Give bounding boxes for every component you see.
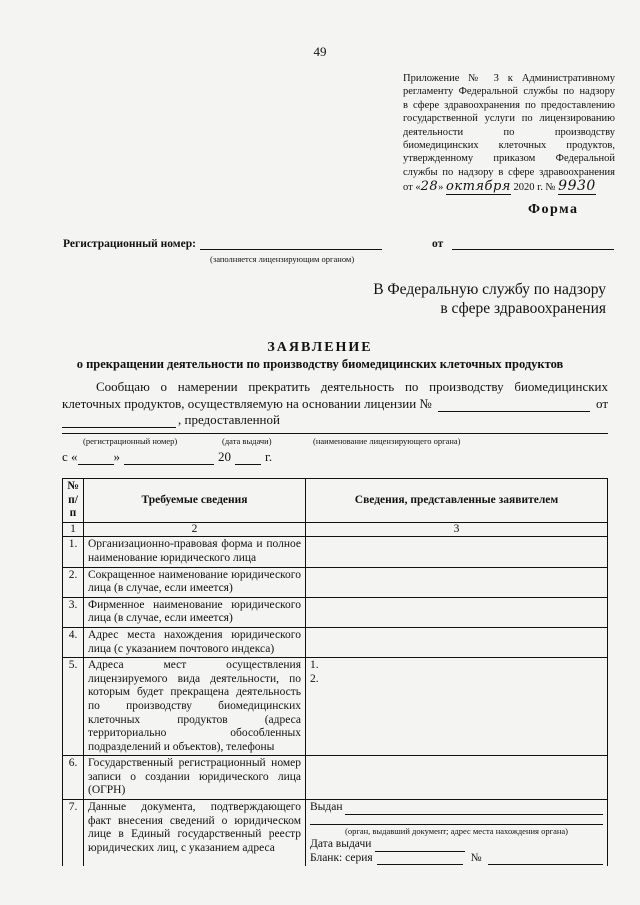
address-item: 2. (310, 672, 319, 685)
date-prefix: от « (403, 182, 421, 194)
table-row (63, 627, 608, 657)
since-year-field[interactable] (235, 452, 261, 465)
row-value-cell (306, 800, 608, 867)
form-series-field[interactable] (377, 853, 463, 865)
license-date-field[interactable] (62, 415, 176, 428)
index-cell: 3 (306, 522, 608, 537)
appendix-line: государственной услуги по лицензированию (403, 113, 615, 125)
row-value-cell[interactable] (306, 658, 608, 756)
row-required-text: Данные документа, подтверждающего факт внесения сведений о юридическом лице в Единый государственный реестр юридических лиц, с указанием адреса (84, 800, 306, 867)
addressee-line: в сфере здравоохранения (440, 300, 606, 317)
registration-from-label: от (432, 238, 444, 250)
row-num: 6. (63, 756, 84, 800)
addressee-line: В Федеральную службу по надзору (373, 281, 606, 298)
hint-reg-number: (регистрационный номер) (83, 436, 178, 446)
issued-line (310, 801, 603, 815)
issued-field-2[interactable] (310, 815, 603, 825)
row-value-cell[interactable] (306, 597, 608, 627)
document-title: ЗАЯВЛЕНИЕ (267, 340, 373, 355)
row-num: 7. (63, 800, 84, 867)
hint-authority: (наименование лицензирующего органа) (313, 436, 461, 446)
license-number-field[interactable] (438, 399, 590, 412)
row-value-cell[interactable] (306, 537, 608, 567)
issued-field[interactable] (345, 803, 603, 815)
form-series-label: Бланк: серия (310, 851, 373, 864)
issue-date-label: Дата выдачи (310, 838, 372, 851)
issue-date-field[interactable] (375, 840, 465, 852)
requirements-table (62, 478, 608, 866)
appendix-line: регламенту Федеральной службы по надзору (403, 86, 615, 98)
issued-hint: (орган, выдавший документ; адрес места нахождения органа) (345, 825, 568, 836)
appendix-line: службы по надзору в сфере здравоохранения (403, 166, 615, 178)
row-value-cell[interactable] (306, 756, 608, 800)
form-series-line (310, 852, 603, 866)
table-row (63, 658, 608, 756)
license-text: клеточных продуктов, осуществляемую на основании лицензии № (62, 396, 432, 411)
authority-field[interactable] (62, 429, 608, 434)
addressee (326, 280, 606, 318)
since-date (62, 449, 272, 465)
row-required-text: Адрес места нахождения юридического лица (с указанием почтового индекса) (84, 627, 306, 657)
table-row (63, 800, 608, 867)
appendix-line: в сфере здравоохранения по предоставлению (403, 99, 615, 111)
index-cell: 1 (63, 522, 84, 537)
header-num: № п/п (63, 479, 84, 523)
body-line-2 (62, 396, 608, 412)
table-index-row (63, 522, 608, 537)
registration-number-label: Регистрационный номер: (63, 238, 196, 250)
since-day-field[interactable] (78, 452, 114, 465)
table-row (63, 567, 608, 597)
table-header-row (63, 479, 608, 523)
appendix-line: деятельности по производству (403, 126, 615, 138)
date-month-handwritten: октября (446, 179, 511, 195)
license-from: от (595, 396, 608, 411)
appendix-date (403, 180, 615, 194)
row-num: 1. (63, 537, 84, 567)
row-required-text: Организационно-правовая форма и полное наименование юридического лица (84, 537, 306, 567)
row-required-text: Государственный регистрационный номер записи о создании юридического лица (ОГРН) (84, 756, 306, 800)
row-num: 4. (63, 627, 84, 657)
body-line-3 (62, 412, 280, 428)
row-num: 5. (63, 658, 84, 756)
form-number-field[interactable] (488, 853, 603, 865)
hint-issue-date: (дата выдачи) (222, 436, 272, 446)
header-required: Требуемые сведения (84, 479, 306, 523)
since-month-field[interactable] (124, 452, 214, 465)
form-label: Форма (528, 202, 579, 217)
since-quote: » (113, 449, 121, 464)
appendix-line: биомедицинских клеточных продуктов, (403, 140, 615, 152)
row-num: 2. (63, 567, 84, 597)
registration-number-field[interactable] (200, 238, 382, 250)
table-row (63, 597, 608, 627)
registration-hint: (заполняется лицензирующим органом) (210, 254, 355, 264)
document-subtitle: о прекращении деятельности по производству биомедицинских клеточных продуктов (76, 357, 564, 371)
date-year: 2020 г. № (513, 182, 556, 194)
header-provided: Сведения, представленные заявителем (306, 479, 608, 523)
order-number-handwritten: 9930 (558, 178, 596, 195)
since-year: 20 (218, 449, 232, 464)
date-mid: » (438, 182, 444, 194)
row-required-text: Фирменное наименование юридического лица (в случае, если имеется) (84, 597, 306, 627)
registration-date-field[interactable] (452, 238, 614, 250)
row-value-cell[interactable] (306, 627, 608, 657)
row-required-text: Сокращенное наименование юридического лица (в случае, если имеется) (84, 567, 306, 597)
appendix-note (403, 72, 615, 195)
since-prefix: с « (62, 449, 78, 464)
number-label: № (470, 851, 482, 864)
body-line-1: Сообщаю о намерении прекратить деятельность по производству биомедицинских (96, 379, 608, 394)
row-num: 3. (63, 597, 84, 627)
since-suffix: г. (265, 449, 273, 464)
appendix-line: утвержденному приказом Федеральной (403, 153, 615, 165)
index-cell: 2 (84, 522, 306, 537)
row-value-cell[interactable] (306, 567, 608, 597)
page-number: 49 (313, 44, 327, 59)
issue-date-line (310, 838, 603, 852)
issued-label: Выдан (310, 801, 343, 814)
address-item: 1. (310, 659, 319, 672)
appendix-line: Приложение № 3 к Административному (403, 73, 615, 84)
row-required-text: Адреса мест осуществления лицензируемого вида деятельности, по которым будет прекращена деятельность по производству биомедицинских клеточных продуктов (адреса территориально обособленных подразделений и объектов), телефоны (84, 658, 306, 756)
granted-text: , предоставленной (178, 412, 280, 427)
table-row (63, 537, 608, 567)
date-day-handwritten: 28 (420, 179, 439, 195)
table-row (63, 756, 608, 800)
